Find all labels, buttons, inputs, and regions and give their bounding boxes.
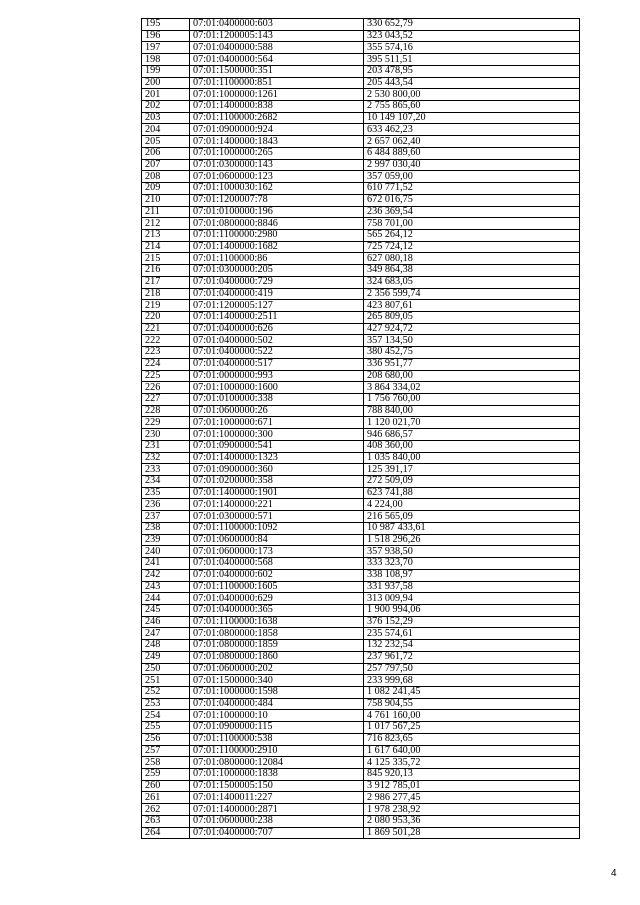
table-row xyxy=(142,780,580,792)
cadastral-value-cell: 1 617 640,00 xyxy=(364,745,580,757)
row-number-cell: 222 xyxy=(142,335,190,347)
row-number-cell: 199 xyxy=(142,65,190,77)
cadastral-number-cell: 07:01:1000000:10 xyxy=(190,710,364,722)
row-number-cell: 243 xyxy=(142,581,190,593)
row-number-cell: 210 xyxy=(142,194,190,206)
cadastral-number-cell: 07:01:0800000:8846 xyxy=(190,218,364,230)
row-number-cell: 264 xyxy=(142,827,190,839)
cadastral-number-cell: 07:01:0400000:729 xyxy=(190,276,364,288)
cadastral-value-cell: 427 924,72 xyxy=(364,323,580,335)
cadastral-value-cell: 257 797,50 xyxy=(364,663,580,675)
row-number-cell: 209 xyxy=(142,183,190,195)
cadastral-number-cell: 07:01:1000000:1600 xyxy=(190,382,364,394)
table-row xyxy=(142,686,580,698)
cadastral-number-cell: 07:01:1100000:2682 xyxy=(190,112,364,124)
page-number: 4 xyxy=(611,868,617,879)
cadastral-number-cell: 07:01:1100000:851 xyxy=(190,77,364,89)
cadastral-value-cell: 1 035 840,00 xyxy=(364,452,580,464)
row-number-cell: 251 xyxy=(142,675,190,687)
cadastral-number-cell: 07:01:1000000:300 xyxy=(190,429,364,441)
cadastral-value-cell: 357 134,50 xyxy=(364,335,580,347)
cadastral-number-cell: 07:01:0100000:338 xyxy=(190,394,364,406)
row-number-cell: 241 xyxy=(142,558,190,570)
row-number-cell: 201 xyxy=(142,89,190,101)
table-row xyxy=(142,183,580,195)
table-row xyxy=(142,757,580,769)
cadastral-value-cell: 323 043,52 xyxy=(364,30,580,42)
row-number-cell: 195 xyxy=(142,19,190,31)
table-row xyxy=(142,300,580,312)
row-number-cell: 205 xyxy=(142,136,190,148)
table-row xyxy=(142,733,580,745)
row-number-cell: 236 xyxy=(142,499,190,511)
cadastral-number-cell: 07:01:1100000:538 xyxy=(190,733,364,745)
table-row xyxy=(142,628,580,640)
row-number-cell: 200 xyxy=(142,77,190,89)
cadastral-number-cell: 07:01:1000000:265 xyxy=(190,147,364,159)
table-row xyxy=(142,265,580,277)
table-row xyxy=(142,722,580,734)
cadastral-number-cell: 07:01:1500005:150 xyxy=(190,780,364,792)
cadastral-value-cell: 6 484 889,60 xyxy=(364,147,580,159)
cadastral-number-cell: 07:01:0400000:603 xyxy=(190,19,364,31)
cadastral-number-cell: 07:01:0900000:541 xyxy=(190,440,364,452)
row-number-cell: 246 xyxy=(142,616,190,628)
cadastral-number-cell: 07:01:0400000:588 xyxy=(190,42,364,54)
cadastral-value-cell: 338 108,97 xyxy=(364,569,580,581)
cadastral-number-cell: 07:01:1200005:143 xyxy=(190,30,364,42)
table-row xyxy=(142,710,580,722)
cadastral-number-cell: 07:01:1000000:1261 xyxy=(190,89,364,101)
table-row xyxy=(142,147,580,159)
cadastral-number-cell: 07:01:1400000:2511 xyxy=(190,311,364,323)
row-number-cell: 263 xyxy=(142,815,190,827)
cadastral-value-cell: 2 755 865,60 xyxy=(364,101,580,113)
cadastral-number-cell: 07:01:0400000:626 xyxy=(190,323,364,335)
cadastral-value-cell: 408 360,00 xyxy=(364,440,580,452)
cadastral-number-cell: 07:01:1500000:340 xyxy=(190,675,364,687)
cadastral-value-cell: 324 683,05 xyxy=(364,276,580,288)
row-number-cell: 250 xyxy=(142,663,190,675)
cadastral-number-cell: 07:01:0400000:517 xyxy=(190,358,364,370)
row-number-cell: 216 xyxy=(142,265,190,277)
cadastral-number-cell: 07:01:1400011:227 xyxy=(190,792,364,804)
cadastral-number-cell: 07:01:1400000:1682 xyxy=(190,241,364,253)
cadastral-number-cell: 07:01:0400000:365 xyxy=(190,604,364,616)
cadastral-value-cell: 205 443,54 xyxy=(364,77,580,89)
cadastral-value-cell: 237 961,72 xyxy=(364,651,580,663)
table-row xyxy=(142,745,580,757)
table-row xyxy=(142,792,580,804)
cadastral-value-cell: 1 869 501,28 xyxy=(364,827,580,839)
cadastral-number-cell: 07:01:1400000:221 xyxy=(190,499,364,511)
cadastral-value-cell: 355 574,16 xyxy=(364,42,580,54)
table-row xyxy=(142,769,580,781)
cadastral-number-cell: 07:01:0200000:358 xyxy=(190,476,364,488)
cadastral-value-cell: 565 264,12 xyxy=(364,229,580,241)
table-row xyxy=(142,558,580,570)
table-row xyxy=(142,804,580,816)
cadastral-number-cell: 07:01:1200005:127 xyxy=(190,300,364,312)
row-number-cell: 230 xyxy=(142,429,190,441)
table-row xyxy=(142,476,580,488)
table-row xyxy=(142,604,580,616)
cadastral-value-cell: 265 809,05 xyxy=(364,311,580,323)
row-number-cell: 245 xyxy=(142,604,190,616)
cadastral-value-cell: 633 462,23 xyxy=(364,124,580,136)
row-number-cell: 214 xyxy=(142,241,190,253)
cadastral-number-cell: 07:01:1100000:1638 xyxy=(190,616,364,628)
row-number-cell: 207 xyxy=(142,159,190,171)
cadastral-value-cell: 610 771,52 xyxy=(364,183,580,195)
cadastral-value-cell: 423 807,61 xyxy=(364,300,580,312)
row-number-cell: 257 xyxy=(142,745,190,757)
row-number-cell: 227 xyxy=(142,394,190,406)
cadastral-value-cell: 2 530 800,00 xyxy=(364,89,580,101)
row-number-cell: 255 xyxy=(142,722,190,734)
cadastral-value-cell: 208 680,00 xyxy=(364,370,580,382)
cadastral-value-cell: 349 864,38 xyxy=(364,265,580,277)
cadastral-value-cell: 333 323,70 xyxy=(364,558,580,570)
cadastral-number-cell: 07:01:0800000:12084 xyxy=(190,757,364,769)
row-number-cell: 211 xyxy=(142,206,190,218)
cadastral-value-cell: 132 232,54 xyxy=(364,640,580,652)
cadastral-number-cell: 07:01:0900000:924 xyxy=(190,124,364,136)
row-number-cell: 233 xyxy=(142,464,190,476)
cadastral-number-cell: 07:01:1000000:671 xyxy=(190,417,364,429)
cadastral-value-cell: 2 080 953,36 xyxy=(364,815,580,827)
cadastral-value-cell: 788 840,00 xyxy=(364,405,580,417)
table-body xyxy=(142,19,580,839)
table-row xyxy=(142,616,580,628)
cadastral-number-cell: 07:01:0900000:360 xyxy=(190,464,364,476)
cadastral-number-cell: 07:01:0400000:707 xyxy=(190,827,364,839)
table-row xyxy=(142,440,580,452)
cadastral-value-cell: 330 652,79 xyxy=(364,19,580,31)
cadastral-number-cell: 07:01:1500000:351 xyxy=(190,65,364,77)
cadastral-value-cell: 758 701,00 xyxy=(364,218,580,230)
cadastral-number-cell: 07:01:0600000:123 xyxy=(190,171,364,183)
cadastral-number-cell: 07:01:0900000:115 xyxy=(190,722,364,734)
table-row xyxy=(142,42,580,54)
cadastral-value-cell: 203 478,95 xyxy=(364,65,580,77)
table-row xyxy=(142,651,580,663)
table-row xyxy=(142,54,580,66)
cadastral-number-cell: 07:01:0400000:564 xyxy=(190,54,364,66)
table-row xyxy=(142,218,580,230)
cadastral-value-cell: 1 900 994,06 xyxy=(364,604,580,616)
row-number-cell: 252 xyxy=(142,686,190,698)
row-number-cell: 228 xyxy=(142,405,190,417)
cadastral-number-cell: 07:01:0800000:1859 xyxy=(190,640,364,652)
cadastral-number-cell: 07:01:1400000:1323 xyxy=(190,452,364,464)
row-number-cell: 218 xyxy=(142,288,190,300)
table-row xyxy=(142,229,580,241)
cadastral-value-cell: 236 369,54 xyxy=(364,206,580,218)
table-row xyxy=(142,452,580,464)
table-row xyxy=(142,171,580,183)
cadastral-number-cell: 07:01:0400000:602 xyxy=(190,569,364,581)
cadastral-number-cell: 07:01:0300000:205 xyxy=(190,265,364,277)
table-row xyxy=(142,640,580,652)
table-row xyxy=(142,815,580,827)
table-row xyxy=(142,347,580,359)
table-row xyxy=(142,675,580,687)
row-number-cell: 262 xyxy=(142,804,190,816)
table-row xyxy=(142,101,580,113)
cadastral-number-cell: 07:01:0400000:419 xyxy=(190,288,364,300)
cadastral-number-cell: 07:01:0600000:173 xyxy=(190,546,364,558)
row-number-cell: 235 xyxy=(142,487,190,499)
table-row xyxy=(142,159,580,171)
row-number-cell: 208 xyxy=(142,171,190,183)
row-number-cell: 229 xyxy=(142,417,190,429)
cadastral-number-cell: 07:01:1100000:2910 xyxy=(190,745,364,757)
row-number-cell: 247 xyxy=(142,628,190,640)
cadastral-value-cell: 623 741,88 xyxy=(364,487,580,499)
cadastral-value-cell: 216 565,09 xyxy=(364,511,580,523)
cadastral-number-cell: 07:01:0400000:502 xyxy=(190,335,364,347)
table-row xyxy=(142,288,580,300)
table-row xyxy=(142,89,580,101)
table-row xyxy=(142,124,580,136)
row-number-cell: 261 xyxy=(142,792,190,804)
row-number-cell: 202 xyxy=(142,101,190,113)
row-number-cell: 221 xyxy=(142,323,190,335)
row-number-cell: 240 xyxy=(142,546,190,558)
row-number-cell: 223 xyxy=(142,347,190,359)
cadastral-number-cell: 07:01:0100000:196 xyxy=(190,206,364,218)
table-row xyxy=(142,112,580,124)
row-number-cell: 212 xyxy=(142,218,190,230)
table-row xyxy=(142,405,580,417)
cadastral-number-cell: 07:01:0300000:571 xyxy=(190,511,364,523)
row-number-cell: 249 xyxy=(142,651,190,663)
table-row xyxy=(142,276,580,288)
cadastral-number-cell: 07:01:0400000:484 xyxy=(190,698,364,710)
cadastral-number-cell: 07:01:1100000:86 xyxy=(190,253,364,265)
row-number-cell: 259 xyxy=(142,769,190,781)
cadastral-value-cell: 758 904,55 xyxy=(364,698,580,710)
row-number-cell: 204 xyxy=(142,124,190,136)
cadastral-value-cell: 946 686,57 xyxy=(364,429,580,441)
cadastral-number-cell: 07:01:1400000:1843 xyxy=(190,136,364,148)
table-row xyxy=(142,464,580,476)
cadastral-value-cell: 125 391,17 xyxy=(364,464,580,476)
cadastral-value-cell: 2 997 030,40 xyxy=(364,159,580,171)
cadastral-number-cell: 07:01:1400000:2871 xyxy=(190,804,364,816)
cadastral-value-cell: 10 149 107,20 xyxy=(364,112,580,124)
cadastral-number-cell: 07:01:0600000:238 xyxy=(190,815,364,827)
cadastral-value-table xyxy=(141,18,580,839)
cadastral-number-cell: 07:01:1000000:1838 xyxy=(190,769,364,781)
cadastral-value-cell: 1 518 296,26 xyxy=(364,534,580,546)
cadastral-value-cell: 1 756 760,00 xyxy=(364,394,580,406)
cadastral-number-cell: 07:01:1100000:1605 xyxy=(190,581,364,593)
cadastral-value-cell: 627 080,18 xyxy=(364,253,580,265)
cadastral-number-cell: 07:01:0800000:1860 xyxy=(190,651,364,663)
table-row xyxy=(142,323,580,335)
cadastral-value-cell: 716 823,65 xyxy=(364,733,580,745)
cadastral-number-cell: 07:01:0600000:84 xyxy=(190,534,364,546)
cadastral-value-cell: 331 937,58 xyxy=(364,581,580,593)
cadastral-value-cell: 1 120 021,70 xyxy=(364,417,580,429)
row-number-cell: 231 xyxy=(142,440,190,452)
table-row xyxy=(142,522,580,534)
row-number-cell: 232 xyxy=(142,452,190,464)
row-number-cell: 198 xyxy=(142,54,190,66)
cadastral-value-cell: 3 864 334,02 xyxy=(364,382,580,394)
row-number-cell: 237 xyxy=(142,511,190,523)
table-row xyxy=(142,241,580,253)
cadastral-value-cell: 2 356 599,74 xyxy=(364,288,580,300)
table-row xyxy=(142,698,580,710)
cadastral-value-cell: 10 987 433,61 xyxy=(364,522,580,534)
table-row xyxy=(142,569,580,581)
table-row xyxy=(142,370,580,382)
cadastral-number-cell: 07:01:0300000:143 xyxy=(190,159,364,171)
row-number-cell: 238 xyxy=(142,522,190,534)
table-row xyxy=(142,499,580,511)
row-number-cell: 242 xyxy=(142,569,190,581)
cadastral-value-cell: 2 986 277,45 xyxy=(364,792,580,804)
table-row xyxy=(142,65,580,77)
cadastral-value-cell: 4 224,00 xyxy=(364,499,580,511)
table-row xyxy=(142,663,580,675)
row-number-cell: 234 xyxy=(142,476,190,488)
table-row xyxy=(142,77,580,89)
row-number-cell: 225 xyxy=(142,370,190,382)
cadastral-value-cell: 725 724,12 xyxy=(364,241,580,253)
table-row xyxy=(142,382,580,394)
cadastral-value-cell: 313 009,94 xyxy=(364,593,580,605)
table-row xyxy=(142,335,580,347)
table-row xyxy=(142,136,580,148)
table-row xyxy=(142,417,580,429)
row-number-cell: 254 xyxy=(142,710,190,722)
cadastral-value-cell: 845 920,13 xyxy=(364,769,580,781)
row-number-cell: 206 xyxy=(142,147,190,159)
row-number-cell: 213 xyxy=(142,229,190,241)
row-number-cell: 224 xyxy=(142,358,190,370)
table-row xyxy=(142,487,580,499)
table-row xyxy=(142,19,580,31)
table-row xyxy=(142,358,580,370)
row-number-cell: 203 xyxy=(142,112,190,124)
row-number-cell: 215 xyxy=(142,253,190,265)
table-row xyxy=(142,546,580,558)
cadastral-value-cell: 1 082 241,45 xyxy=(364,686,580,698)
table-row xyxy=(142,581,580,593)
cadastral-value-cell: 380 452,75 xyxy=(364,347,580,359)
table-row xyxy=(142,593,580,605)
cadastral-value-cell: 672 016,75 xyxy=(364,194,580,206)
cadastral-value-cell: 1 978 238,92 xyxy=(364,804,580,816)
table-row xyxy=(142,394,580,406)
cadastral-number-cell: 07:01:0800000:1858 xyxy=(190,628,364,640)
table-row xyxy=(142,511,580,523)
cadastral-value-cell: 3 912 785,01 xyxy=(364,780,580,792)
table-row xyxy=(142,253,580,265)
row-number-cell: 219 xyxy=(142,300,190,312)
cadastral-value-cell: 336 951,77 xyxy=(364,358,580,370)
cadastral-number-cell: 07:01:0400000:629 xyxy=(190,593,364,605)
row-number-cell: 220 xyxy=(142,311,190,323)
cadastral-value-cell: 4 125 335,72 xyxy=(364,757,580,769)
table-row xyxy=(142,30,580,42)
cadastral-value-cell: 357 059,00 xyxy=(364,171,580,183)
cadastral-number-cell: 07:01:0600000:202 xyxy=(190,663,364,675)
cadastral-number-cell: 07:01:0600000:26 xyxy=(190,405,364,417)
row-number-cell: 253 xyxy=(142,698,190,710)
cadastral-value-cell: 395 511,51 xyxy=(364,54,580,66)
cadastral-number-cell: 07:01:1100000:1092 xyxy=(190,522,364,534)
cadastral-number-cell: 07:01:1000000:1598 xyxy=(190,686,364,698)
row-number-cell: 217 xyxy=(142,276,190,288)
cadastral-value-cell: 272 509,09 xyxy=(364,476,580,488)
cadastral-number-cell: 07:01:0400000:568 xyxy=(190,558,364,570)
cadastral-number-cell: 07:01:0400000:522 xyxy=(190,347,364,359)
cadastral-number-cell: 07:01:1200007:78 xyxy=(190,194,364,206)
row-number-cell: 239 xyxy=(142,534,190,546)
cadastral-number-cell: 07:01:1100000:2980 xyxy=(190,229,364,241)
table-row xyxy=(142,194,580,206)
cadastral-value-cell: 233 999,68 xyxy=(364,675,580,687)
row-number-cell: 258 xyxy=(142,757,190,769)
cadastral-value-cell: 2 657 062,40 xyxy=(364,136,580,148)
table-row xyxy=(142,534,580,546)
row-number-cell: 244 xyxy=(142,593,190,605)
table-row xyxy=(142,206,580,218)
row-number-cell: 256 xyxy=(142,733,190,745)
cadastral-value-cell: 4 761 160,00 xyxy=(364,710,580,722)
row-number-cell: 197 xyxy=(142,42,190,54)
cadastral-number-cell: 07:01:0000000:993 xyxy=(190,370,364,382)
row-number-cell: 226 xyxy=(142,382,190,394)
row-number-cell: 260 xyxy=(142,780,190,792)
cadastral-value-cell: 1 017 567,25 xyxy=(364,722,580,734)
cadastral-number-cell: 07:01:1000030:162 xyxy=(190,183,364,195)
row-number-cell: 196 xyxy=(142,30,190,42)
cadastral-value-cell: 357 938,50 xyxy=(364,546,580,558)
cadastral-value-cell: 376 152,29 xyxy=(364,616,580,628)
table-row xyxy=(142,311,580,323)
row-number-cell: 248 xyxy=(142,640,190,652)
table-row xyxy=(142,429,580,441)
table-row xyxy=(142,827,580,839)
cadastral-number-cell: 07:01:1400000:1901 xyxy=(190,487,364,499)
cadastral-value-cell: 235 574,61 xyxy=(364,628,580,640)
cadastral-number-cell: 07:01:1400000:838 xyxy=(190,101,364,113)
